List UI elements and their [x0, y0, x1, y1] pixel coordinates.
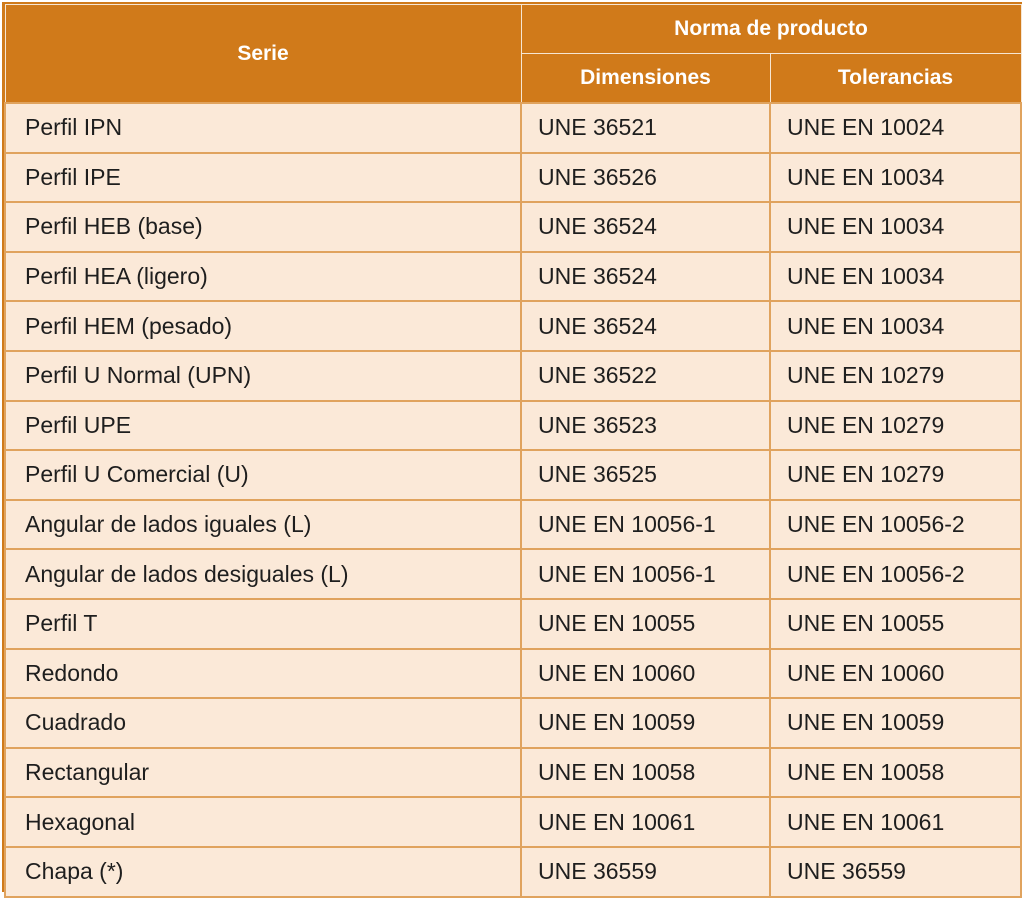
cell-tolerancias: UNE EN 10034 — [770, 202, 1021, 252]
header-norma-de-producto: Norma de producto — [521, 5, 1021, 54]
table-row — [5, 252, 1021, 302]
cell-tolerancias: UNE 36559 — [770, 847, 1021, 897]
cell-tolerancias: UNE EN 10055 — [770, 599, 1021, 649]
cell-tolerancias: UNE EN 10056-2 — [770, 549, 1021, 599]
cell-dimensiones: UNE 36523 — [521, 401, 770, 451]
table-row — [5, 450, 1021, 500]
cell-serie: Perfil HEA (ligero) — [5, 252, 521, 302]
cell-tolerancias: UNE EN 10279 — [770, 401, 1021, 451]
table-row — [5, 153, 1021, 203]
cell-serie: Redondo — [5, 649, 521, 699]
cell-tolerancias: UNE EN 10060 — [770, 649, 1021, 699]
cell-serie: Hexagonal — [5, 797, 521, 847]
cell-serie: Angular de lados desiguales (L) — [5, 549, 521, 599]
cell-serie: Perfil U Comercial (U) — [5, 450, 521, 500]
cell-dimensiones: UNE EN 10056-1 — [521, 500, 770, 550]
table-row — [5, 103, 1021, 153]
cell-tolerancias: UNE EN 10056-2 — [770, 500, 1021, 550]
cell-dimensiones: UNE 36526 — [521, 153, 770, 203]
cell-serie: Rectangular — [5, 748, 521, 798]
cell-serie: Perfil UPE — [5, 401, 521, 451]
table-row — [5, 748, 1021, 798]
cell-dimensiones: UNE EN 10059 — [521, 698, 770, 748]
table-row — [5, 401, 1021, 451]
cell-serie: Cuadrado — [5, 698, 521, 748]
cell-serie: Perfil T — [5, 599, 521, 649]
header-dimensiones: Dimensiones — [521, 54, 770, 104]
cell-tolerancias: UNE EN 10279 — [770, 450, 1021, 500]
cell-dimensiones: UNE 36524 — [521, 252, 770, 302]
table-row — [5, 351, 1021, 401]
cell-serie: Perfil HEM (pesado) — [5, 301, 521, 351]
table-row — [5, 698, 1021, 748]
cell-tolerancias: UNE EN 10279 — [770, 351, 1021, 401]
cell-tolerancias: UNE EN 10059 — [770, 698, 1021, 748]
standards-table-frame — [2, 2, 1022, 892]
cell-tolerancias: UNE EN 10034 — [770, 252, 1021, 302]
cell-dimensiones: UNE EN 10061 — [521, 797, 770, 847]
cell-serie: Perfil IPN — [5, 103, 521, 153]
cell-dimensiones: UNE EN 10055 — [521, 599, 770, 649]
table-row — [5, 847, 1021, 897]
cell-tolerancias: UNE EN 10034 — [770, 153, 1021, 203]
table-row — [5, 797, 1021, 847]
table-row — [5, 301, 1021, 351]
table-row — [5, 202, 1021, 252]
standards-table — [4, 4, 1022, 898]
cell-serie: Perfil IPE — [5, 153, 521, 203]
cell-dimensiones: UNE 36524 — [521, 301, 770, 351]
cell-dimensiones: UNE EN 10058 — [521, 748, 770, 798]
cell-tolerancias: UNE EN 10058 — [770, 748, 1021, 798]
table-row — [5, 599, 1021, 649]
cell-dimensiones: UNE 36525 — [521, 450, 770, 500]
cell-dimensiones: UNE 36559 — [521, 847, 770, 897]
cell-dimensiones: UNE EN 10056-1 — [521, 549, 770, 599]
header-serie: Serie — [5, 5, 521, 104]
cell-dimensiones: UNE 36524 — [521, 202, 770, 252]
cell-dimensiones: UNE EN 10060 — [521, 649, 770, 699]
table-row — [5, 649, 1021, 699]
cell-tolerancias: UNE EN 10034 — [770, 301, 1021, 351]
cell-serie: Chapa (*) — [5, 847, 521, 897]
cell-dimensiones: UNE 36521 — [521, 103, 770, 153]
table-row — [5, 549, 1021, 599]
cell-tolerancias: UNE EN 10061 — [770, 797, 1021, 847]
cell-serie: Angular de lados iguales (L) — [5, 500, 521, 550]
cell-tolerancias: UNE EN 10024 — [770, 103, 1021, 153]
cell-serie: Perfil HEB (base) — [5, 202, 521, 252]
cell-dimensiones: UNE 36522 — [521, 351, 770, 401]
cell-serie: Perfil U Normal (UPN) — [5, 351, 521, 401]
table-row — [5, 500, 1021, 550]
table-body — [5, 103, 1021, 897]
header-tolerancias: Tolerancias — [770, 54, 1021, 104]
header-row-group — [5, 5, 1021, 54]
